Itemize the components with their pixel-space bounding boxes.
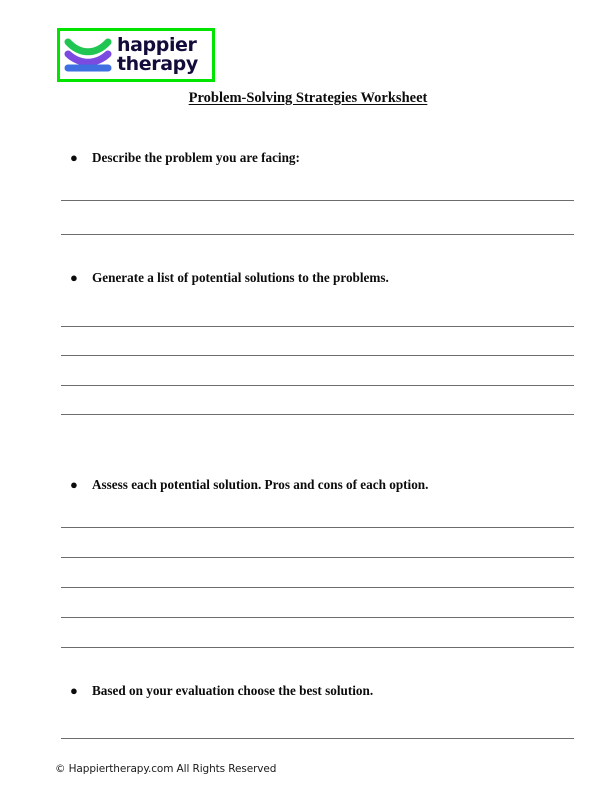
worksheet-section-3 <box>0 477 616 493</box>
worksheet-section-1 <box>0 150 616 166</box>
answer-line[interactable] <box>61 200 574 201</box>
logo-wordmark-line1: happier <box>117 34 197 56</box>
section-1-prompt: Describe the problem you are facing: <box>92 150 300 165</box>
happier-therapy-logo <box>57 28 215 82</box>
section-2-prompt: Generate a list of potential solutions to the problems. <box>92 270 389 285</box>
copyright-footer: © Happiertherapy.com All Rights Reserved <box>55 763 277 775</box>
answer-line[interactable] <box>61 527 574 528</box>
answer-line[interactable] <box>61 414 574 415</box>
answer-line[interactable] <box>61 326 574 327</box>
answer-line[interactable] <box>61 617 574 618</box>
answer-line[interactable] <box>61 234 574 235</box>
section-2-prompt-row <box>0 270 616 286</box>
section-3-prompt: Assess each potential solution. Pros and cons of each option. <box>92 477 429 492</box>
logo-wordmark <box>116 36 198 74</box>
answer-line[interactable] <box>61 587 574 588</box>
page-title <box>0 90 616 107</box>
bullet-icon: ● <box>70 150 78 165</box>
bullet-icon: ● <box>70 270 78 285</box>
worksheet-section-2 <box>0 270 616 286</box>
answer-line[interactable] <box>61 557 574 558</box>
logo-curves-icon <box>60 31 116 79</box>
worksheet-section-4 <box>0 683 616 699</box>
answer-line[interactable] <box>61 355 574 356</box>
section-3-prompt-row <box>0 477 616 493</box>
section-4-prompt-row <box>0 683 616 699</box>
section-1-prompt-row <box>0 150 616 166</box>
bullet-icon: ● <box>70 683 78 698</box>
logo-wordmark-line2: therapy <box>117 53 198 75</box>
page-title-text: Problem-Solving Strategies Worksheet <box>188 90 428 106</box>
answer-line[interactable] <box>61 647 574 648</box>
section-4-prompt: Based on your evaluation choose the best solution. <box>92 683 374 698</box>
answer-line[interactable] <box>61 385 574 386</box>
answer-line[interactable] <box>61 738 574 739</box>
bullet-icon: ● <box>70 477 78 492</box>
